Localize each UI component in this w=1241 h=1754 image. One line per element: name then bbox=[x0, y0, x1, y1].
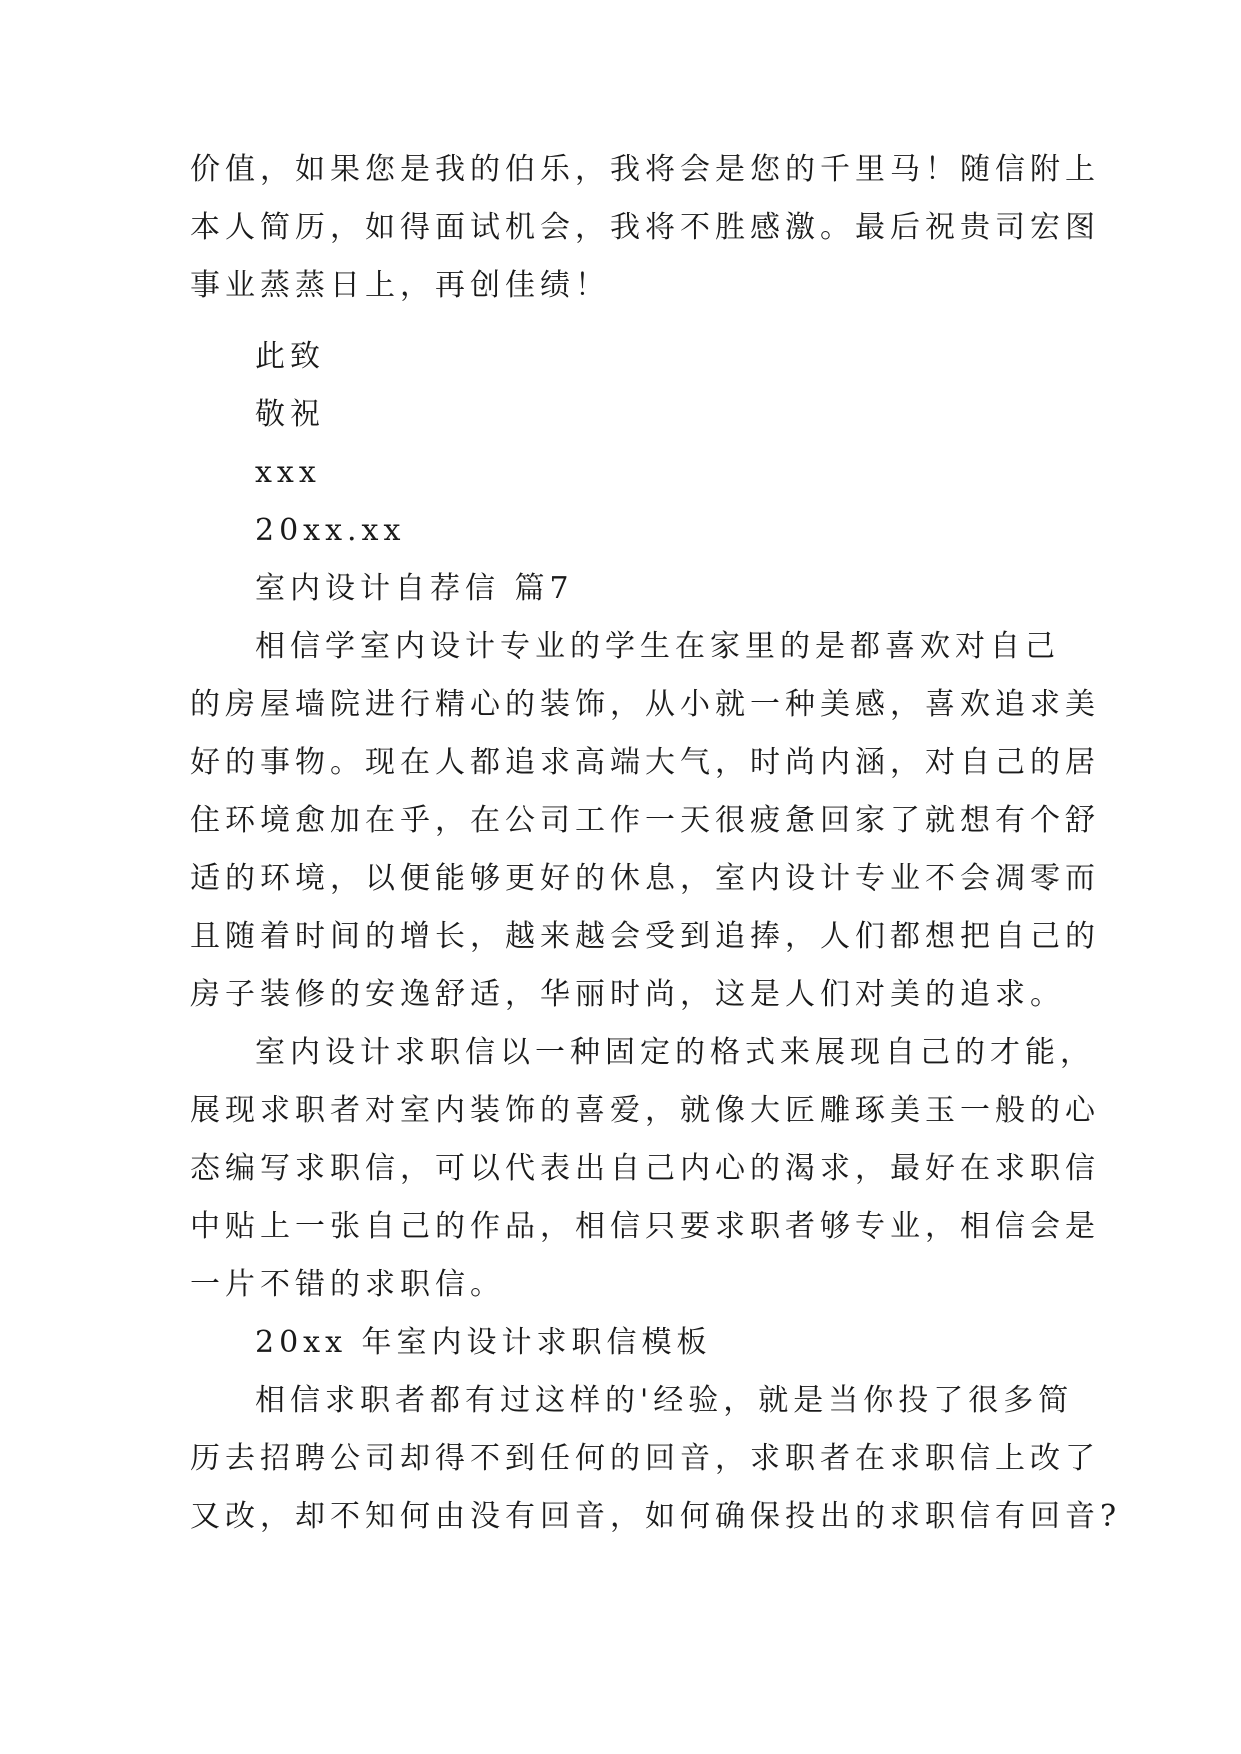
paragraph-line: 价值，如果您是我的伯乐，我将会是您的千里马！随信附上 bbox=[190, 152, 1100, 187]
paragraph-line: 历去招聘公司却得不到任何的回音，求职者在求职信上改了 bbox=[190, 1441, 1100, 1476]
paragraph-line: 一片不错的求职信。 bbox=[190, 1267, 505, 1302]
paragraph-line: 又改，却不知何由没有回音，如何确保投出的求职信有回音? bbox=[190, 1499, 1122, 1534]
section-heading: 室内设计自荐信 篇7 bbox=[255, 571, 574, 606]
paragraph-line: 展现求职者对室内装饰的喜爱，就像大匠雕琢美玉一般的心 bbox=[190, 1093, 1100, 1128]
paragraph-line: 相信求职者都有过这样的'经验，就是当你投了很多简 bbox=[255, 1383, 1074, 1418]
paragraph-line: 好的事物。现在人都追求高端大气，时尚内涵，对自己的居 bbox=[190, 745, 1100, 780]
closing-line: 敬祝 bbox=[255, 397, 325, 432]
date-line: 20xx.xx bbox=[255, 513, 406, 548]
paragraph-line: 中贴上一张自己的作品，相信只要求职者够专业，相信会是 bbox=[190, 1209, 1100, 1244]
paragraph-line: 事业蒸蒸日上，再创佳绩！ bbox=[190, 268, 610, 303]
paragraph-line: 态编写求职信，可以代表出自己内心的渴求，最好在求职信 bbox=[190, 1151, 1100, 1186]
paragraph-line: 本人简历，如得面试机会，我将不胜感激。最后祝贵司宏图 bbox=[190, 210, 1100, 245]
paragraph-line: 且随着时间的增长，越来越会受到追捧，人们都想把自己的 bbox=[190, 919, 1100, 954]
paragraph-line: 适的环境，以便能够更好的休息，室内设计专业不会凋零而 bbox=[190, 861, 1100, 896]
paragraph-line: 住环境愈加在乎，在公司工作一天很疲惫回家了就想有个舒 bbox=[190, 803, 1100, 838]
paragraph-line: 的房屋墙院进行精心的装饰，从小就一种美感，喜欢追求美 bbox=[190, 687, 1100, 722]
closing-line: 此致 bbox=[255, 339, 325, 374]
paragraph-line: 相信学室内设计专业的学生在家里的是都喜欢对自己 bbox=[255, 629, 1060, 664]
signature-line: xxx bbox=[255, 455, 321, 490]
paragraph-line: 室内设计求职信以一种固定的格式来展现自己的才能， bbox=[255, 1035, 1095, 1070]
paragraph-line: 房子装修的安逸舒适，华丽时尚，这是人们对美的追求。 bbox=[190, 977, 1065, 1012]
section-heading: 20xx 年室内设计求职信模板 bbox=[255, 1325, 712, 1360]
